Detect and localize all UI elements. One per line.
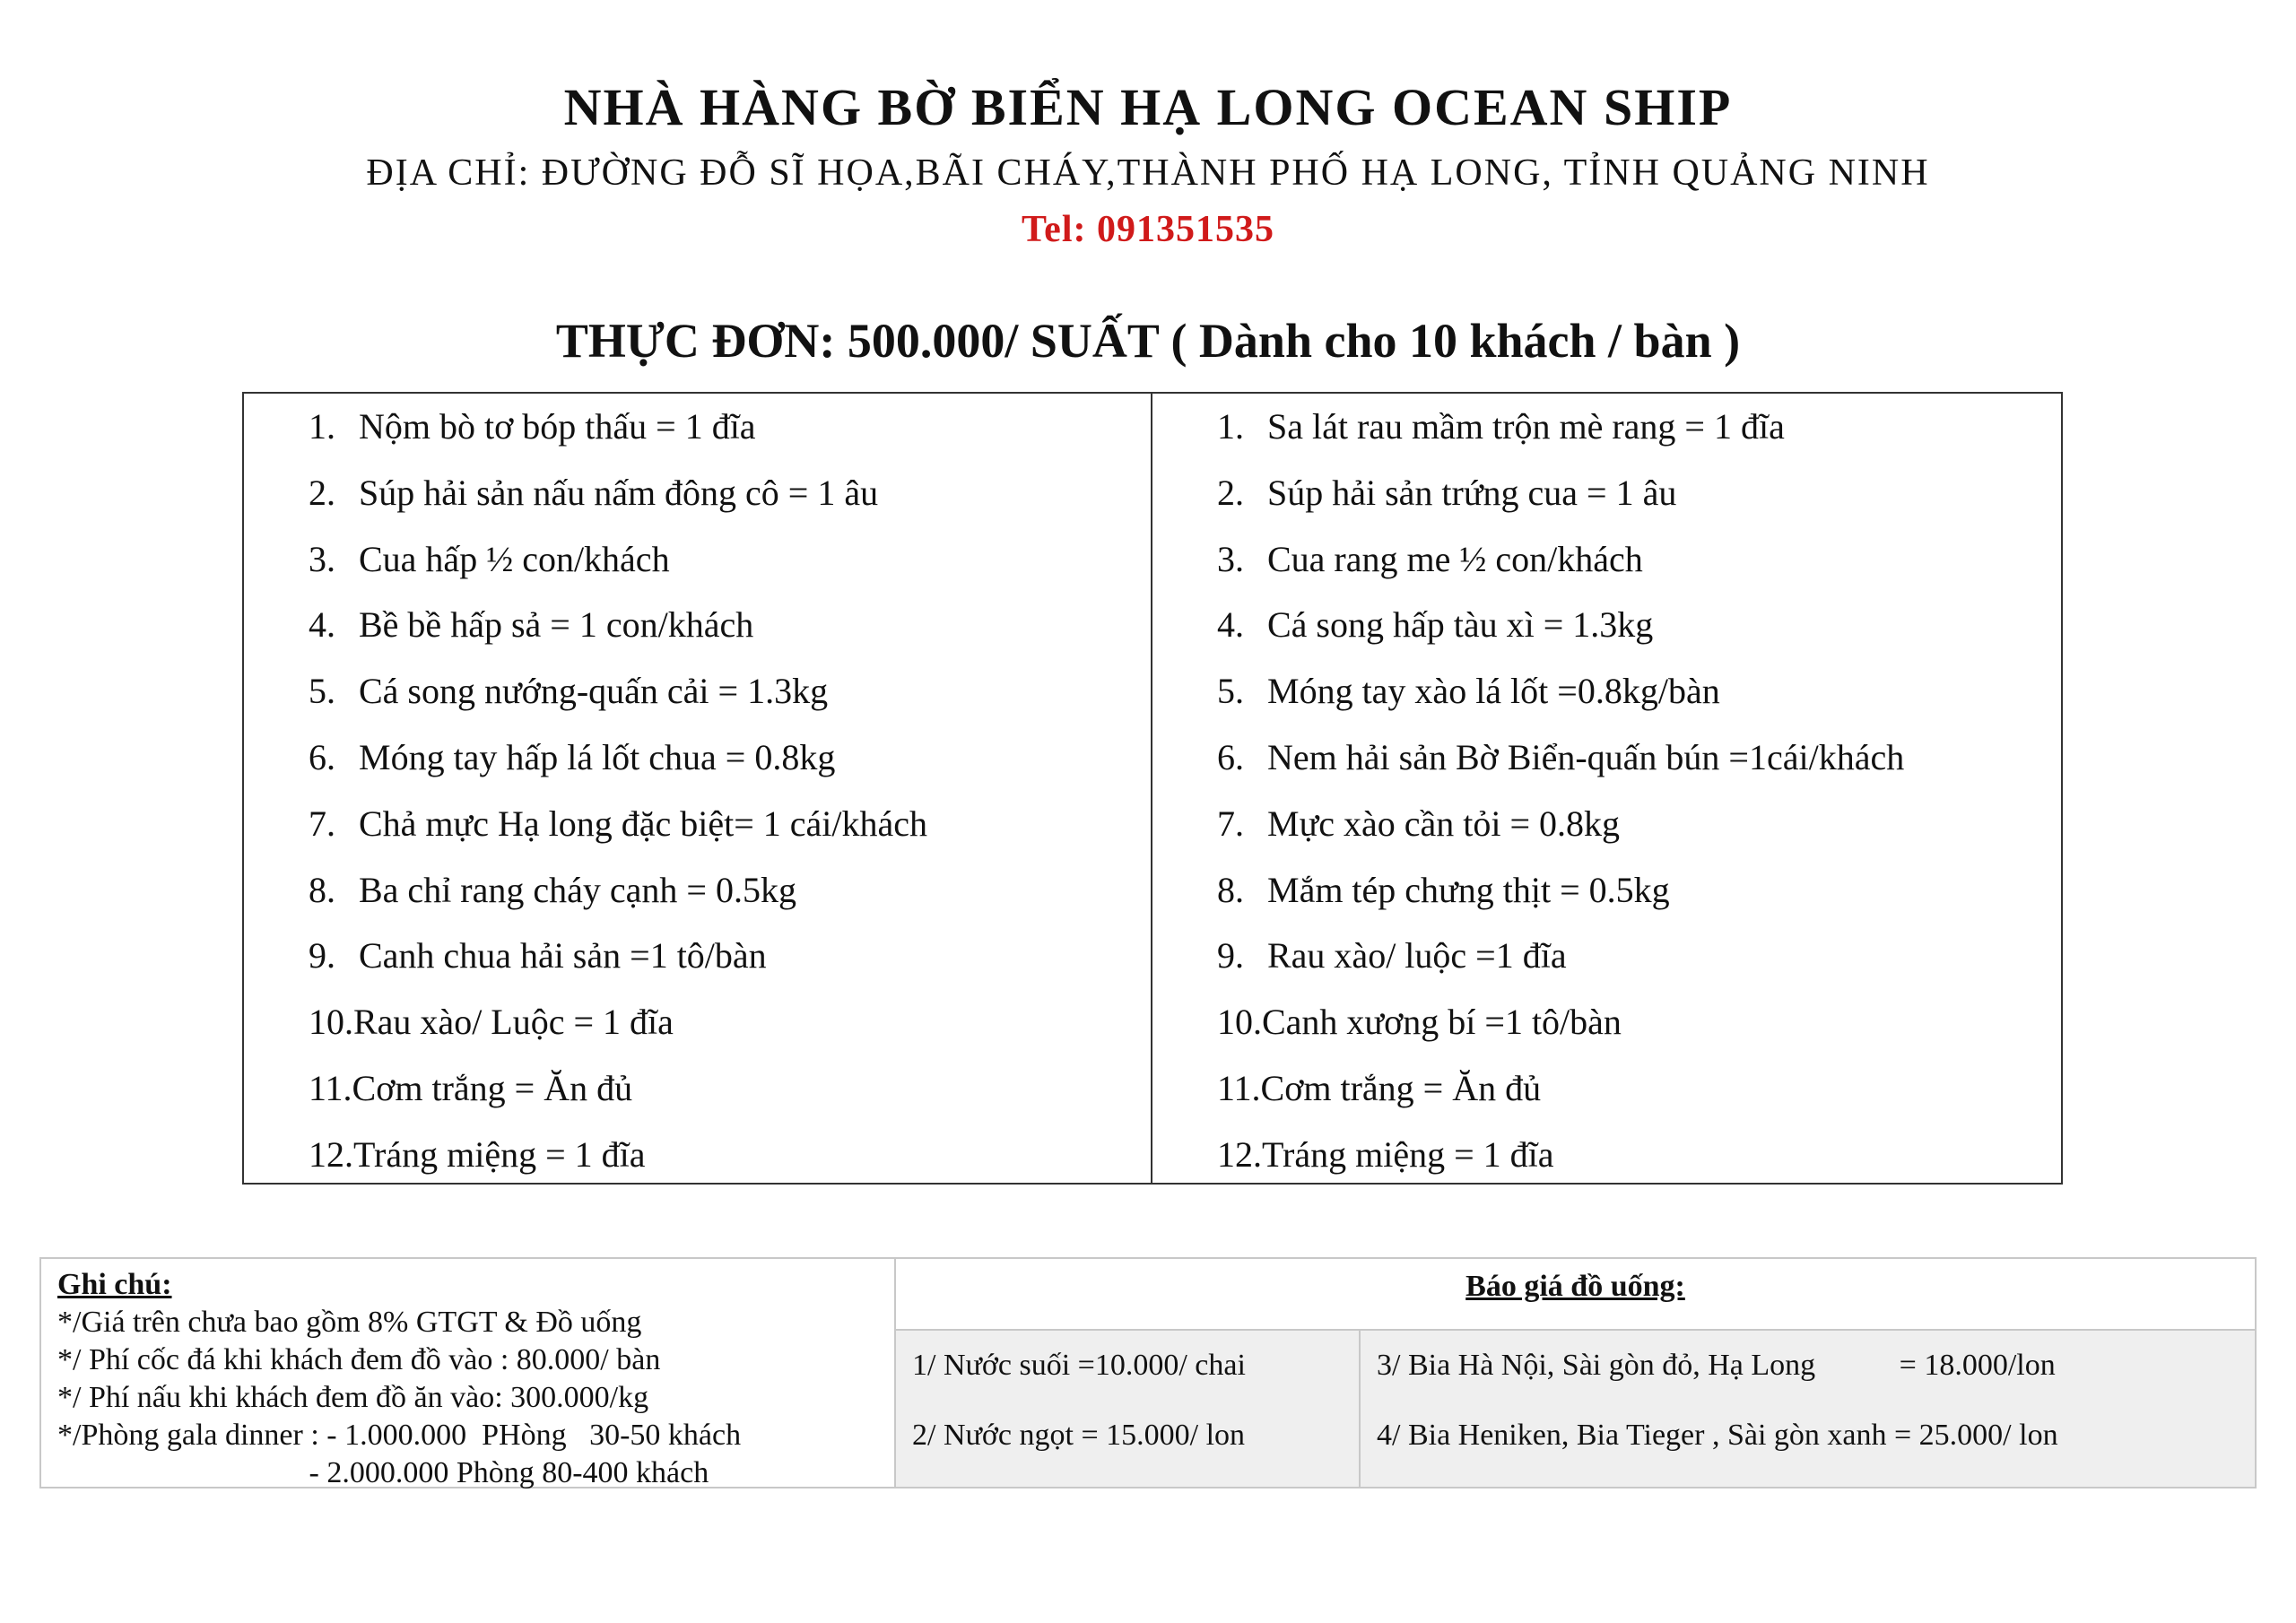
- notes-section: [41, 1259, 896, 1487]
- menu-item: [1217, 1122, 1904, 1188]
- menu-item-number: 4.: [1217, 604, 1244, 646]
- drink-price-line: 2/ Nước ngọt = 15.000/ lon: [912, 1419, 1246, 1452]
- menu-item-number: 11.: [309, 1067, 352, 1108]
- menu-item-text: Tráng miệng = 1 đĩa: [353, 1133, 646, 1175]
- menu-item-number: 7.: [309, 803, 335, 844]
- menu-item-text: Súp hải sản nấu nấm đông cô = 1 âu: [359, 472, 879, 513]
- menu-item: [1217, 857, 1904, 924]
- menu-item-number: 1.: [1217, 406, 1244, 447]
- drink-price-line: 1/ Nước suối =10.000/ chai: [912, 1349, 1246, 1382]
- menu-item: [309, 1122, 927, 1188]
- menu-item-text: Cua hấp ½ con/khách: [359, 538, 670, 579]
- menu-item-number: 4.: [309, 604, 335, 646]
- menu-item: [309, 989, 927, 1055]
- menu-item-number: 8.: [1217, 869, 1244, 910]
- menu-item-text: Móng tay xào lá lốt =0.8kg/bàn: [1267, 671, 1720, 712]
- menu-item: [309, 592, 927, 658]
- drink-price-line: 4/ Bia Heniken, Bia Tieger , Sài gòn xanh = 25.000/ lon: [1377, 1419, 2058, 1452]
- note-line: */ Phí nấu khi khách đem đồ ăn vào: 300.000/kg: [57, 1381, 649, 1414]
- menu-item: [309, 460, 927, 526]
- drink-price-line: 3/ Bia Hà Nội, Sài gòn đỏ, Hạ Long = 18.000/lon: [1377, 1349, 2056, 1382]
- menu-item-text: Chả mực Hạ long đặc biệt= 1 cái/khách: [359, 803, 928, 844]
- menu-item-number: 11.: [1217, 1067, 1261, 1108]
- menu-item-number: 6.: [309, 736, 335, 777]
- menu-item-text: Cá song hấp tàu xì = 1.3kg: [1267, 604, 1654, 646]
- menu-item-number: 12.: [309, 1133, 353, 1175]
- menu-item: [309, 526, 927, 593]
- menu-item-text: Móng tay hấp lá lốt chua = 0.8kg: [359, 736, 836, 777]
- drinks-header: [896, 1259, 2255, 1331]
- menu-item-text: Cơm trắng = Ăn đủ: [352, 1067, 633, 1108]
- menu-item: [309, 394, 927, 460]
- menu-item: [1217, 526, 1904, 593]
- menu-item: [309, 1055, 927, 1122]
- menu-item: [309, 923, 927, 989]
- menu-item: [1217, 460, 1904, 526]
- menu-item-number: 9.: [309, 935, 335, 976]
- note-line: */ Phí cốc đá khi khách đem đồ vào : 80.000/ bàn: [57, 1343, 661, 1376]
- menu-item-text: Rau xào/ luộc =1 đĩa: [1267, 935, 1567, 976]
- notes-heading: Ghi chú:: [57, 1268, 172, 1301]
- menu-item-text: Mắm tép chưng thịt = 0.5kg: [1267, 869, 1670, 910]
- menu-column-right: [1152, 394, 2061, 1183]
- menu-item: [1217, 658, 1904, 725]
- menu-item: [1217, 989, 1904, 1055]
- menu-item-text: Cua rang me ½ con/khách: [1267, 538, 1643, 579]
- menu-item: [1217, 394, 1904, 460]
- menu-item-number: 7.: [1217, 803, 1244, 844]
- menu-item: [1217, 1055, 1904, 1122]
- menu-item-text: Cơm trắng = Ăn đủ: [1260, 1067, 1542, 1108]
- drinks-column-a: [896, 1331, 1361, 1487]
- menu-item-number: 12.: [1217, 1133, 1262, 1175]
- menu-item-number: 8.: [309, 869, 335, 910]
- menu-table: [242, 392, 2063, 1185]
- menu-item-number: 9.: [1217, 935, 1244, 976]
- menu-item-number: 2.: [1217, 472, 1244, 513]
- menu-item-number: 3.: [1217, 538, 1244, 579]
- menu-item-text: Ba chỉ rang cháy cạnh = 0.5kg: [359, 869, 796, 910]
- menu-item-text: Nộm bò tơ bóp thấu = 1 đĩa: [359, 406, 756, 447]
- menu-item-text: Mực xào cần tỏi = 0.8kg: [1267, 803, 1621, 844]
- menu-item-text: Súp hải sản trứng cua = 1 âu: [1267, 472, 1677, 513]
- drinks-column-b: [1361, 1331, 2255, 1487]
- menu-item: [309, 791, 927, 857]
- restaurant-header: [0, 72, 2296, 256]
- menu-item-text: Canh chua hải sản =1 tô/bàn: [359, 935, 767, 976]
- menu-item-text: Bề bề hấp sả = 1 con/khách: [359, 604, 754, 646]
- restaurant-name: NHÀ HÀNG BỜ BIỂN HẠ LONG OCEAN SHIP: [563, 78, 1733, 136]
- menu-item-number: 6.: [1217, 736, 1244, 777]
- restaurant-phone: Tel: 091351535: [1022, 209, 1274, 250]
- menu-list-left: [309, 394, 927, 1188]
- menu-item-number: 2.: [309, 472, 335, 513]
- menu-item-text: Rau xào/ Luộc = 1 đĩa: [353, 1002, 674, 1043]
- menu-item-number: 10.: [1217, 1002, 1262, 1043]
- menu-item-text: Cá song nướng-quấn cải = 1.3kg: [359, 671, 829, 712]
- note-line: - 2.000.000 Phòng 80-400 khách: [57, 1456, 709, 1489]
- menu-list-right: [1217, 394, 1904, 1188]
- menu-item-text: Nem hải sản Bờ Biển-quấn bún =1cái/khách: [1267, 736, 1905, 777]
- menu-item-number: 5.: [309, 671, 335, 712]
- menu-item-number: 1.: [309, 406, 335, 447]
- notes-lines: [57, 1304, 894, 1492]
- menu-item-number: 5.: [1217, 671, 1244, 712]
- menu-item-text: Canh xương bí =1 tô/bàn: [1262, 1002, 1622, 1043]
- menu-item: [309, 857, 927, 924]
- menu-item: [1217, 791, 1904, 857]
- drinks-body: [896, 1331, 2255, 1487]
- menu-item: [1217, 923, 1904, 989]
- notes-and-drinks-table: [39, 1257, 2257, 1488]
- menu-item: [309, 658, 927, 725]
- note-line: */Phòng gala dinner : - 1.000.000 PHòng 30-50 khách: [57, 1419, 742, 1452]
- drinks-price-section: [896, 1259, 2255, 1487]
- menu-column-left: [244, 394, 1152, 1183]
- drinks-heading: Báo giá đồ uống:: [1465, 1270, 1685, 1303]
- restaurant-address: ĐỊA CHỈ: ĐƯỜNG ĐỖ SĨ HỌA,BÃI CHÁY,THÀNH PHỐ HẠ LONG, TỈNH QUẢNG NINH: [366, 152, 1930, 194]
- menu-item-number: 3.: [309, 538, 335, 579]
- note-line: */Giá trên chưa bao gồm 8% GTGT & Đồ uống: [57, 1306, 642, 1339]
- menu-item-text: Tráng miệng = 1 đĩa: [1262, 1133, 1554, 1175]
- menu-item-number: 10.: [309, 1002, 353, 1043]
- menu-item-text: Sa lát rau mầm trộn mè rang = 1 đĩa: [1267, 406, 1785, 447]
- menu-item: [309, 725, 927, 791]
- menu-item: [1217, 725, 1904, 791]
- menu-title: THỰC ĐƠN: 500.000/ SUẤT ( Dành cho 10 khách / bàn ): [555, 314, 1741, 368]
- menu-item: [1217, 592, 1904, 658]
